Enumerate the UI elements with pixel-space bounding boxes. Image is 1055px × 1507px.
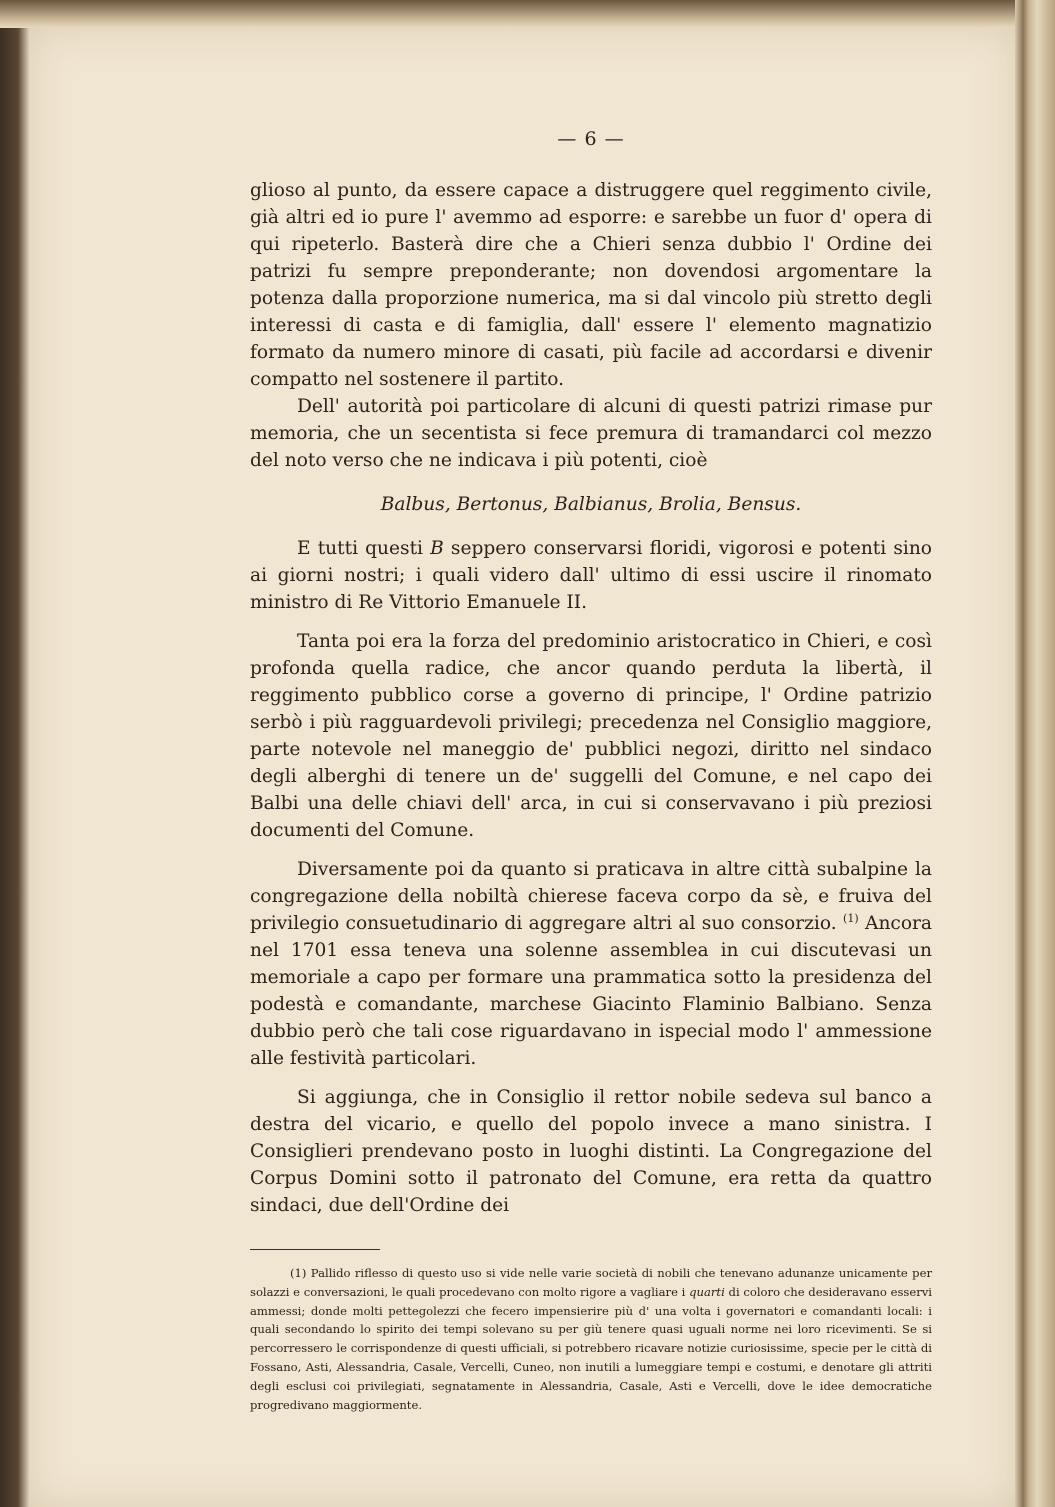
paragraph-3-after: seppero conservarsi floridi, vigorosi e potenti sino ai giorni nostri; i quali videro dall' ultimo di essi uscire il rinomato ministro di Re Vittorio Emanuele II.: [250, 538, 932, 613]
paragraph-5-before: Diversamente poi da quanto si praticava in altre città subalpine la congregazione della nobiltà chierese faceva corpo da sè, e fruiva del privilegio consuetudinario di aggregare altri al suo consorzio.: [250, 859, 932, 934]
paragraph-4: Tanta poi era la forza del predominio aristocratico in Chieri, e così profonda quella radice, che ancor quando perduta la libertà, il reggimento pubblico corse a governo di principe, l' Ordine patrizio serbò i più ragguardevoli privilegi; precedenza nel Consiglio maggiore, parte notevole nel maneggio de' pubblici negozi, diritto nel sindaco degli alberghi di tenere un de' suggelli del Comune, e nel capo dei Balbi una delle chiavi dell' arca, in cui si conservavano i più preziosi documenti del Comune.: [250, 631, 932, 841]
paragraph-1: glioso al punto, da essere capace a distruggere quel reggimento civile, già altri ed io pure l' avemmo ad esporre: e sarebbe un fuor d' opera di qui ripeterlo. Basterà dire che a Chieri senza dubbio l' Ordine dei patrizi fu sempre preponderante; non dovendosi argomentare la potenza dalla proporzione numerica, ma si dal vincolo più stretto degli interessi di casta e di famiglia, dall' essere l' elemento magnatizio formato da numero minore di casati, più facile ad accordarsi e divenir compatto nel sostenere il partito.: [250, 180, 932, 390]
page-edge: [1015, 0, 1055, 1507]
footnote-before: (1) Pallido riflesso di questo uso si vide nelle varie società di nobili che tenevano adunanze unicamente per solazzi e conversazioni, le quali procedevano con molto rigore a vagliare i: [250, 1266, 932, 1299]
latin-verse: Balbus, Bertonus, Balbianus, Brolia, Bensus.: [380, 494, 802, 515]
paragraph-3: [250, 535, 932, 616]
paragraph-3-before: E tutti questi: [297, 538, 423, 559]
paragraph-2: Dell' autorità poi particolare di alcuni di questi patrizi rimase pur memoria, che un secentista si fece premura di tramandarci col mezzo del noto verso che ne indicava i più potenti, cioè: [250, 396, 932, 471]
paragraph-5: [250, 856, 932, 1072]
footnote: [250, 1264, 932, 1414]
paragraph-6: Si aggiunga, che in Consiglio il rettor nobile sedeva sul banco a destra del vicario, e quello del popolo invece a mano sinistra. I Consiglieri prendevano posto in luoghi distinti. La Congregazione del Corpus Domini sotto il patronato del Comune, era retta da quattro sindaci, due dell'Ordine dei: [250, 1087, 932, 1216]
paragraph-5-after: Ancora nel 1701 essa teneva una solenne assemblea in cui discutevasi un memoriale a capo per formare una prammatica sotto la presidenza del podestà e comandante, marchese Giacinto Flaminio Balbiano. Senza dubbio però che tali cose riguardavano in ispecial modo l' ammessione alle festività particolari.: [250, 913, 933, 1069]
footnote-italic: quarti: [689, 1284, 725, 1299]
page-number: — 6 —: [557, 128, 625, 150]
footnote-rule: [250, 1249, 380, 1250]
body-text: [250, 128, 932, 1414]
footnote-marker: (1): [843, 911, 859, 925]
top-margin: [0, 0, 1055, 28]
letter-b: B: [430, 538, 444, 559]
footnote-after: di coloro che desideravano esservi ammessi; donde molti pettegolezzi che fecero impensierire più d' una volta i governatori e comandanti locali: i quali secondando lo spirito dei tempi solevano su per giù tenere quasi uguali norme nei loro ricevimenti. Se si percorressero le corrispondenze di questi ufficiali, si potrebbero ricavare notizie curiosissime, specie per le città di Fossano, Asti, Alessandria, Casale, Vercelli, Cuneo, non inutili a lumeggiare tempi e costumi, e denotare gli attriti degli esclusi coi privilegiati, segnatamente in Alessandria, Casale, Asti e Vercelli, dove le idee democratiche progredivano maggiormente.: [250, 1284, 933, 1412]
